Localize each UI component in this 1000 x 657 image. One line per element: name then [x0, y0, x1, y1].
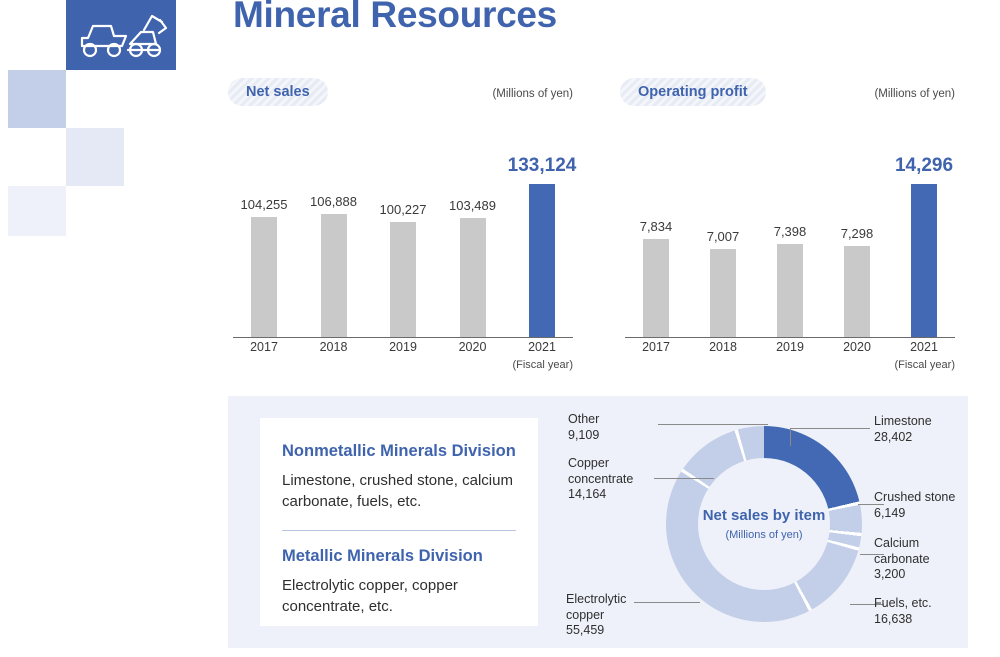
net-sales-by-item-chart: [558, 404, 968, 648]
x-tick: 2019: [776, 340, 804, 354]
x-tick: 2020: [458, 340, 487, 354]
bar-rect: [911, 184, 937, 337]
x-tick: 2017: [250, 340, 278, 354]
leader-line-limestone: [790, 428, 870, 429]
bar-2019: [372, 153, 434, 337]
bar-rect: [710, 249, 736, 337]
bar-rect: [643, 239, 669, 337]
bar-value: 7,398: [773, 224, 807, 239]
bar-2020: [826, 153, 888, 337]
callout-value: 55,459: [566, 623, 605, 638]
x-tick: 2017: [642, 340, 670, 354]
bar-value: 103,489: [449, 198, 496, 213]
operating-profit-unit: (Millions of yen): [874, 88, 955, 100]
decorative-square-2: [66, 128, 124, 186]
decorative-square-1: [8, 70, 66, 128]
bar-value: 7,298: [840, 226, 874, 241]
net-sales-plot: [228, 153, 577, 338]
bar-value: 106,888: [310, 194, 357, 209]
x-tick: 2018: [319, 340, 348, 354]
decorative-square-3: [8, 186, 66, 236]
callout-copper-concentrate: [568, 456, 646, 503]
operating-profit-x-axis: [625, 340, 955, 354]
bar-rect: [529, 184, 555, 337]
callout-crushed-stone: [874, 490, 955, 521]
bar-value: 14,296: [894, 155, 954, 176]
callout-fuels: [874, 596, 932, 627]
net-sales-label: Net sales: [228, 78, 328, 106]
callout-other: [568, 412, 599, 443]
leader-line-limestone-v: [790, 428, 791, 446]
callout-value: 14,164: [568, 487, 607, 502]
leader-line-other: [658, 424, 768, 425]
nonmetallic-division-title: Nonmetallic Minerals Division: [282, 442, 516, 460]
callout-label: Fuels, etc.: [874, 596, 932, 610]
callout-value: 3,200: [874, 567, 906, 582]
callout-label: Other: [568, 412, 600, 426]
callout-label: Crushed stone: [874, 490, 956, 504]
leader-line-copper-concentrate: [654, 478, 714, 479]
operating-profit-chart: [620, 78, 955, 378]
mining-machinery-icon: [66, 0, 176, 70]
bar-rect: [460, 218, 486, 337]
bar-value: 104,255: [240, 197, 288, 212]
bar-2020: [442, 153, 504, 337]
x-tick: 2021: [528, 340, 556, 354]
page-title: Mineral Resources: [233, 0, 557, 35]
bar-rect: [321, 214, 347, 337]
metallic-division-body: Electrolytic copper, copper concentrate, etc.: [282, 577, 458, 616]
bar-2017: [233, 153, 295, 337]
bar-rect: [390, 222, 416, 337]
bar-rect: [251, 217, 277, 337]
callout-value: 6,149: [874, 505, 906, 520]
callout-label: Limestone: [874, 414, 932, 428]
callout-calcium-carbonate: [874, 536, 954, 583]
net-sales-chart: [228, 78, 577, 378]
callout-value: 16,638: [874, 611, 913, 626]
x-tick: 2019: [389, 340, 417, 354]
divisions-card: [260, 418, 538, 626]
x-tick: 2018: [709, 340, 737, 354]
callout-value: 28,402: [874, 429, 913, 444]
donut-center-title: Net sales by item: [702, 507, 826, 524]
metallic-division-title: Metallic Minerals Division: [282, 547, 483, 566]
bar-value: 100,227: [379, 202, 427, 217]
bar-value: 7,007: [706, 229, 740, 244]
bar-2021: [507, 153, 577, 337]
x-tick: 2020: [843, 340, 871, 354]
net-sales-bars: [233, 153, 577, 337]
callout-electrolytic-copper: [566, 592, 636, 639]
operating-profit-label: Operating profit: [620, 78, 766, 106]
bar-2018: [692, 153, 754, 337]
divisions-and-breakdown-panel: [228, 396, 968, 648]
bar-2019: [759, 153, 821, 337]
net-sales-x-axis: [233, 340, 573, 354]
bar-value: 133,124: [507, 155, 577, 176]
bar-2017: [625, 153, 687, 337]
x-axis-line: [233, 337, 573, 338]
operating-profit-plot: [620, 153, 955, 338]
divider: [282, 530, 516, 531]
donut-center-unit: (Millions of yen): [725, 529, 803, 541]
net-sales-unit: (Millions of yen): [492, 88, 573, 100]
leader-line-electrolytic-copper: [634, 602, 700, 603]
bar-2021: [893, 153, 955, 337]
callout-label: Electrolytic copper: [566, 592, 627, 622]
callout-value: 9,109: [568, 427, 600, 442]
x-tick: 2021: [910, 340, 938, 354]
operating-profit-fiscal-note: (Fiscal year): [894, 359, 955, 371]
callout-limestone: [874, 414, 932, 445]
x-axis-line: [625, 337, 955, 338]
operating-profit-bars: [625, 153, 955, 337]
callout-label: Copper concentrate: [568, 456, 634, 486]
bar-rect: [844, 246, 870, 337]
bar-rect: [777, 244, 803, 337]
bar-value: 7,834: [639, 219, 673, 234]
nonmetallic-division-body: Limestone, crushed stone, calcium carbonate, fuels, etc.: [282, 472, 513, 510]
bar-2018: [303, 153, 365, 337]
donut-center: [698, 458, 830, 590]
callout-label: Calcium carbonate: [874, 536, 930, 566]
net-sales-fiscal-note: (Fiscal year): [512, 359, 573, 371]
